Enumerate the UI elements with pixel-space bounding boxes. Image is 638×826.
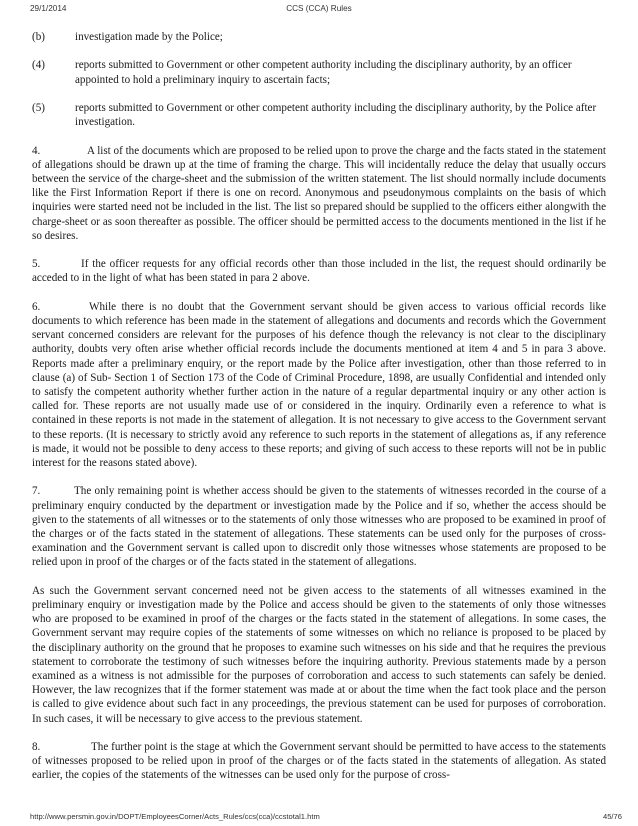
paragraph-7 bbox=[32, 484, 606, 569]
list-item-label: (4) bbox=[32, 59, 45, 72]
paragraph-5 bbox=[32, 257, 606, 285]
page-header bbox=[0, 0, 638, 14]
footer-url: http://www.persmin.gov.in/DOPT/EmployeesCorner/Acts_Rules/ccs(cca)/ccstotal1.htm bbox=[30, 812, 320, 821]
paragraph-text: The only remaining point is whether access should be given to the statements of witnesses recorded in the course of a preliminary enquiry conducted by the department or investigation made by the Police and if so, whether the access should be given to the statements of all witnesses or to the statements of only those witnesses who are proposed to be examined in proof of the charges or of the facts stated in the statement of allegations. These statements can be used only for the purposes of cross-examination and the Government servant is called upon to discredit only those witnesses whose statements are proposed to be relied upon in proof of the charges or of the facts stated in the statement of allegations. bbox=[32, 485, 606, 569]
page-number: 45/76 bbox=[602, 812, 622, 821]
paragraph-text: A list of the documents which are proposed to be relied upon to prove the charge and the facts stated in the statement of allegations should be drawn up at the time of framing the charge. This will incidentally reduce the delay that usually occurs between the service of the charge-sheet and the submission of the written statement. The list should normally include documents like the First Information Report if there is one on record. Anonymous and pseudonymous complaints on the basis of which inquiries were started need not be included in the list. The list so prepared should be supplied to the officers either alongwith the charge-sheet or as soon thereafter as possible. The officer should be permitted access to the documents mentioned in the list if he so desires. bbox=[32, 144, 606, 242]
paragraph-text: If the officer requests for any official records other than those included in the list, the request should ordinarily be acceded to in the light of what has been stated in para 2 above. bbox=[32, 258, 606, 285]
paragraph-text: As such the Government servant concerned need not be given access to the statements of all witnesses examined in the preliminary enquiry or investigation made by the Police and access should be given to the statements of only those witnesses who are proposed to be examined in proof of the charges or the facts stated in the statement of allegations. In some cases, the Government servant may require copies of the statements of some witnesses on which no reliance is proposed to be placed by the disciplinary authority on the ground that he proposes to examine such witnesses on his side and that he requires the previous statement to corroborate the testimony of such witnesses before the inquiring authority. Previous statements made by a person examined as a witness is not admissible for the purposes of corroboration and access to such statements can safely be denied. However, the law recognizes that if the former statement was made at or about the time when the fact took place and the person is called to give evidence about such fact in any proceedings, the previous statement can be used for purposes of corroboration. In such cases, it will be necessary to give access to the previous statement. bbox=[32, 584, 606, 725]
paragraph-8 bbox=[32, 740, 606, 783]
paragraph-number: 7. bbox=[32, 485, 41, 498]
paragraph-continuation bbox=[32, 584, 606, 726]
page-footer bbox=[0, 808, 638, 826]
list-item-label: (5) bbox=[32, 101, 45, 114]
list-item bbox=[32, 30, 606, 44]
list-item-text: reports submitted to Government or other competent authority including the disciplinary authority, by an officer appointed to hold a preliminary inquiry to ascertain facts; bbox=[75, 59, 572, 86]
paragraph-6 bbox=[32, 300, 606, 470]
header-title: CCS (CCA) Rules bbox=[286, 4, 352, 13]
paragraph-number: 6. bbox=[32, 300, 41, 313]
list-item bbox=[32, 101, 606, 129]
list-item bbox=[32, 58, 606, 86]
paragraph-number: 5. bbox=[32, 258, 41, 271]
paragraph-number: 8. bbox=[32, 741, 41, 754]
list-item-text: reports submitted to Government or other competent authority including the disciplinary authority, by the Police after investigation. bbox=[75, 101, 597, 129]
paragraph-number: 4. bbox=[32, 144, 41, 157]
list-item-text: investigation made by the Police; bbox=[75, 31, 223, 43]
paragraph-text: The further point is the stage at which the Government servant should be permitted to have access to the statements of witnesses proposed to be relied upon in proof of the charges or of the facts stated in the statements of allegation. As stated earlier, the copies of the statements of the witnesses can be used only for the purpose of cross- bbox=[32, 741, 606, 782]
document-body bbox=[32, 30, 606, 804]
paragraph-4 bbox=[32, 144, 606, 243]
list-item-label: (b) bbox=[32, 31, 45, 43]
header-date: 29/1/2014 bbox=[30, 4, 67, 13]
paragraph-text: While there is no doubt that the Government servant should be given access to various official records like documents to which reference has been made in the statement of allegations and documents and records which the Government servant concerned considers are relevant for the purposes of his defence though the relevancy is not clear to the disciplinary authority, doubts very often arise whether official records include the documents mentioned at item 4 and 5 in para 3 above. Reports made after a preliminary enquiry, or the report made by the Police after investigation, other than those referred to in clause (a) of Sub- Section 1 of Section 173 of the Code of Criminal Procedure, 1898, are usually Confidential and intended only to satisfy the competent authority whether further action in the nature of a regular departmental inquiry or any other action is called for. These reports are not usually made use of or considered in the inquiry. Ordinarily even a reference to what is contained in these reports is not made in the statement of allegation. It is not necessary to give access to the Government servant to these reports. (It is necessary to strictly avoid any reference to such reports in the statement of allegations as, if any reference is made, it would not be possible to deny access to these reports; and giving of such access to these reports will not be in public interest for the reasons stated above). bbox=[32, 300, 606, 470]
